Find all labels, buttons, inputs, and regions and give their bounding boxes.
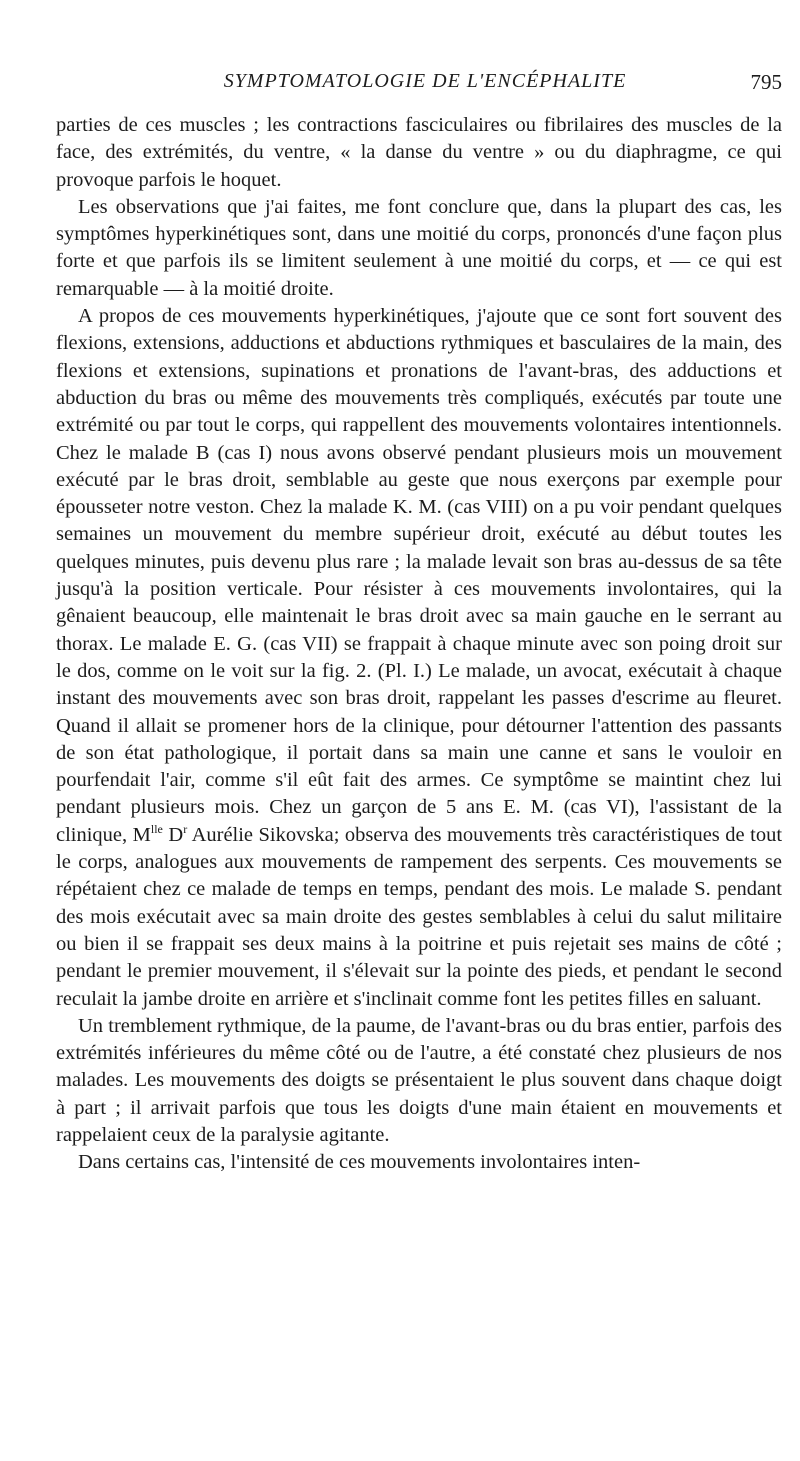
page-number: 795 bbox=[750, 70, 782, 94]
mlle-superscript: lle bbox=[150, 821, 163, 836]
doctor-prefix: D bbox=[162, 823, 184, 846]
paragraph-4: Un tremblement rythmique, de la paume, de l'avant-bras ou du bras entier, parfois des extrémités inférieures du même côté ou de l'autre, a été constaté chez plusieurs de nos malades. Les mouvements des doigts se présentaient le plus souvent dans chaque doigt à part ; il arrivait parfois que tous les doigts d'une main étaient en mouvements et rappelaient ceux de la paralysie agitante. bbox=[56, 1014, 782, 1146]
paragraph-3 bbox=[56, 303, 782, 1013]
paragraph-3-continuation: mouvements de rampement des serpents. Ces mouvements se répétaient chez ce malade de temps en temps, pendant des mois. Le malade S. pendant des mois exécutait avec sa main droite des gestes semblables à celui du salut militaire ou bien il se frappait ses deux mains à la poitrine et puis rejetait ses mains de côté ; pendant le premier mouvement, il s'élevait sur la pointe des pieds, et pendant le second reculait la jambe droite en arrière et s'inclinait comme font les petites filles en saluant. bbox=[56, 851, 782, 1010]
dr-superscript: r bbox=[183, 821, 188, 836]
running-title: SYMPTOMATOLOGIE DE L'ENCÉPHALITE bbox=[223, 70, 627, 92]
assistant-sentence: Aurélie Sikovska; observa des mouvements très caractéristiques de tout le corps, analogues aux bbox=[56, 823, 783, 874]
paragraph-1: parties de ces muscles ; les contractions fasciculaires ou fibrilaires des muscles de la face, des extrémités, du ventre, « la danse du ventre » ou du diaphragme, ce qui provoque parfois le hoquet. bbox=[56, 114, 782, 191]
running-head bbox=[68, 70, 782, 100]
paragraph-2: Les observations que j'ai faites, me font conclure que, dans la plupart des cas, les symptômes hyperkinétiques sont, dans une moitié du corps, prononcés d'une façon plus forte et que parfois ils se limitent seulement à une moitié du corps, et — ce qui est remarquable — à la moitié droite. bbox=[56, 195, 782, 300]
paragraph-3-text: A propos de ces mouvements hyperkinétiques, j'ajoute que ce sont fort souvent des flexions, extensions, adductions et abductions rythmiques et basculaires de la main, des flexions et extensions, supinations et pronations de l'avant-bras, des adductions et abduction du bras ou même des mouvements très compliqués, exécutés par toute une extrémité ou par tout le corps, qui rappellent des mouvements volontaires intentionnels. Chez le malade B (cas I) nous avons observé pendant plusieurs mois un mouvement exécuté par le bras droit, semblable au geste que nous exerçons par exemple pour épousseter notre veston. Chez la malade K. M. (cas VIII) on a pu voir pendant quelques semaines un mouvement du membre supérieur droit, exécuté au début toutes les quelques minutes, puis devenu plus rare ; la malade levait son bras au-dessus de sa tête jusqu'à la position verticale. Pour résister à ces mouvements involontaires, qui la gênaient beaucoup, elle maintenait le bras droit avec sa main gauche en le serrant au thorax. Le malade E. G. (cas VII) se frappait à chaque minute avec son poing droit sur le dos, comme on le voit sur la fig. 2. (Pl. I.) Le malade, un avocat, exécutait à chaque instant des mouvements avec son bras droit, rappelant les passes d'escrime au fleuret. Quand il allait se promener hors de la clinique, pour détourner l'attention des passants de son état pathologique, il portait dans sa main une canne et sans le vouloir en pourfendait l'air, comme s'il eût fait des armes. Ce symptôme se maintint chez lui pendant plusieurs mois. Chez un garçon de 5 ans E. M. (cas VI), l'assistant de la clinique, M bbox=[56, 305, 782, 846]
body-text bbox=[56, 112, 782, 1177]
paragraph-5: Dans certains cas, l'intensité de ces mouvements involontaires inten- bbox=[78, 1151, 641, 1174]
